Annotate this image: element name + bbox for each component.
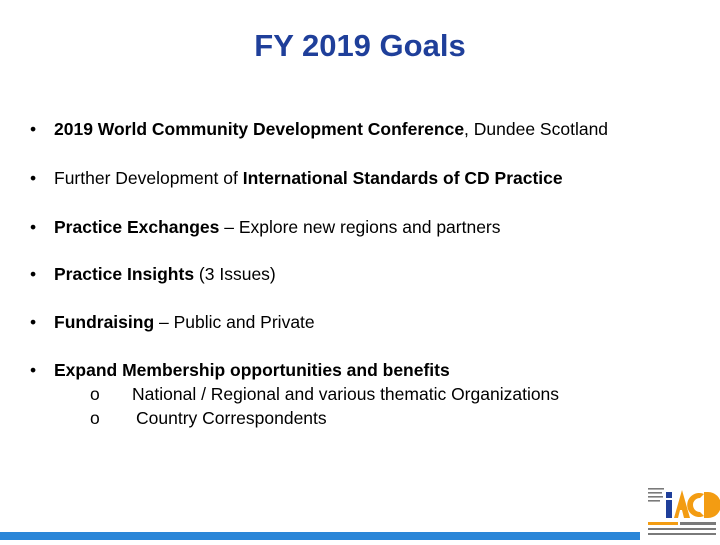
sub-bullet-mark: o [90, 408, 100, 428]
bullet-normal-text: – Explore new regions and partners [219, 217, 501, 237]
iacd-logo [646, 484, 720, 540]
bullet-normal-text: (3 Issues) [194, 264, 276, 284]
bullet-bold-text: Fundraising [54, 312, 155, 332]
bullet-dot: • [30, 312, 37, 332]
bullet-text [54, 359, 450, 381]
bullet-text [54, 263, 276, 285]
bullet-bold-text: 2019 World Community Development Conference [54, 119, 465, 139]
bullet-normal-text: – Public and Private [154, 312, 315, 332]
sub-bullet-mark: o [90, 384, 100, 404]
bullet-text [54, 216, 501, 238]
bottom-accent-bar [0, 532, 640, 540]
bullet-text [54, 118, 608, 140]
bullet-dot: • [30, 119, 37, 139]
sub-item-text: National / Regional and various thematic Organizations [132, 384, 560, 404]
bullet-dot: • [30, 264, 37, 284]
bullet-bold-text: Expand Membership opportunities and benefits [54, 360, 450, 380]
bullet-dot: • [30, 168, 37, 188]
bullet-dot: • [30, 360, 37, 380]
bullet-bold-text: Practice Insights [54, 264, 195, 284]
slide-title: FY 2019 Goals [254, 28, 466, 63]
bullet-dot: • [30, 217, 37, 237]
bullet-normal-text: Further Development of [54, 168, 243, 188]
bullet-text [54, 167, 563, 189]
sub-item-text: Country Correspondents [136, 408, 327, 428]
bullet-normal-text: , Dundee Scotland [464, 119, 609, 139]
bullet-text [54, 311, 315, 333]
bullet-bold-text: International Standards of CD Practice [242, 168, 563, 188]
bullet-bold-text: Practice Exchanges [54, 217, 220, 237]
